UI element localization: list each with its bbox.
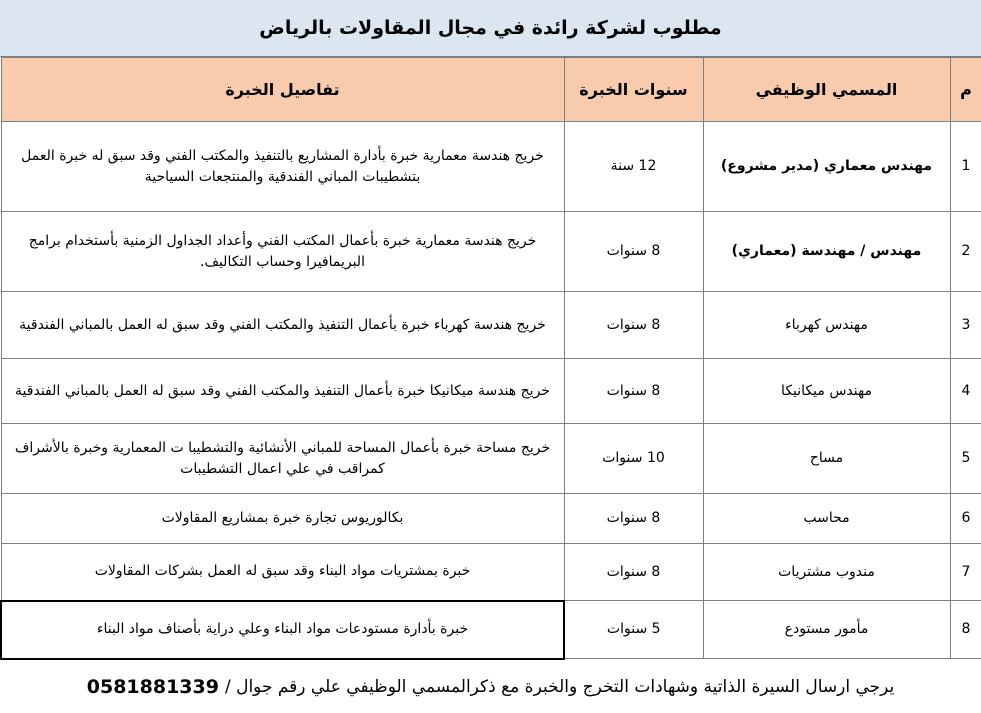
row-details: خريج هندسة معمارية خبرة بأدارة المشاريع بالتنفيذ والمكتب الفني وقد سبق له خبرة العمل بتشطيبات المباني الفندقية والمنتجعات السياحية: [1, 122, 564, 212]
row-num: 2: [950, 212, 981, 292]
row-details: خبرة بأدارة مستودعات مواد البناء وعلي دراية بأصناف مواد البناء: [1, 601, 564, 659]
row-num: 8: [950, 601, 981, 659]
table-row: [1, 601, 981, 659]
row-years: 12 سنة: [564, 122, 703, 212]
table-row: [1, 494, 981, 544]
header-details: تفاصيل الخبرة: [1, 58, 564, 122]
row-years: 5 سنوات: [564, 601, 703, 659]
jobs-table: [0, 57, 981, 660]
row-job-title: مأمور مستودع: [703, 601, 950, 659]
row-num: 5: [950, 424, 981, 494]
row-years: 8 سنوات: [564, 212, 703, 292]
row-num: 7: [950, 544, 981, 601]
row-details: خريج مساحة خبرة بأعمال المساحة للمباني الأنشائية والتشطيبا ت المعمارية وخبرة بالأشراف كمراقب في علي اعمال التشطيبات: [1, 424, 564, 494]
row-job-title: مهندس ميكانيكا: [703, 359, 950, 424]
row-job-title: مهندس / مهندسة (معماري): [703, 212, 950, 292]
row-years: 8 سنوات: [564, 544, 703, 601]
row-details: خريج هندسة ميكانيكا خبرة بأعمال التنفيذ والمكتب الفني وقد سبق له العمل بالمباني الفندقية: [1, 359, 564, 424]
table-row: [1, 359, 981, 424]
row-job-title: مساح: [703, 424, 950, 494]
row-years: 8 سنوات: [564, 494, 703, 544]
table-row: [1, 544, 981, 601]
row-details: خريج هندسة معمارية خبرة بأعمال المكتب الفني وأعداد الجداول الزمنية بأستخدام برامج البريمافيرا وحساب التكاليف.: [1, 212, 564, 292]
table-row: [1, 212, 981, 292]
phone-number: 0581881339: [86, 676, 219, 698]
contact-instructions: يرجي ارسال السيرة الذاتية وشهادات التخرج والخبرة مع ذكرالمسمي الوظيفي علي رقم جوال /: [224, 677, 895, 697]
table-header-row: [1, 58, 981, 122]
row-job-title: مهندس معماري (مدير مشروع): [703, 122, 950, 212]
row-job-title: مندوب مشتريات: [703, 544, 950, 601]
row-details: خبرة بمشتريات مواد البناء وقد سبق له العمل بشركات المقاولات: [1, 544, 564, 601]
table-row: [1, 292, 981, 359]
page-title: مطلوب لشركة رائدة في مجال المقاولات بالرياض: [259, 17, 722, 39]
row-details: بكالوريوس تجارة خبرة بمشاريع المقاولات: [1, 494, 564, 544]
row-years: 8 سنوات: [564, 359, 703, 424]
row-job-title: محاسب: [703, 494, 950, 544]
contact-footer: [0, 670, 981, 704]
header-job-title: المسمي الوظيفي: [703, 58, 950, 122]
row-num: 4: [950, 359, 981, 424]
row-years: 10 سنوات: [564, 424, 703, 494]
row-num: 3: [950, 292, 981, 359]
row-num: 1: [950, 122, 981, 212]
row-details: خريج هندسة كهرباء خبرة بأعمال التنفيذ والمكتب الفني وقد سبق له العمل بالمباني الفندقية: [1, 292, 564, 359]
row-years: 8 سنوات: [564, 292, 703, 359]
row-num: 6: [950, 494, 981, 544]
row-job-title: مهندس كهرباء: [703, 292, 950, 359]
title-bar: [0, 0, 981, 57]
table-row: [1, 122, 981, 212]
table-row: [1, 424, 981, 494]
header-years: سنوات الخبرة: [564, 58, 703, 122]
header-num: م: [950, 58, 981, 122]
